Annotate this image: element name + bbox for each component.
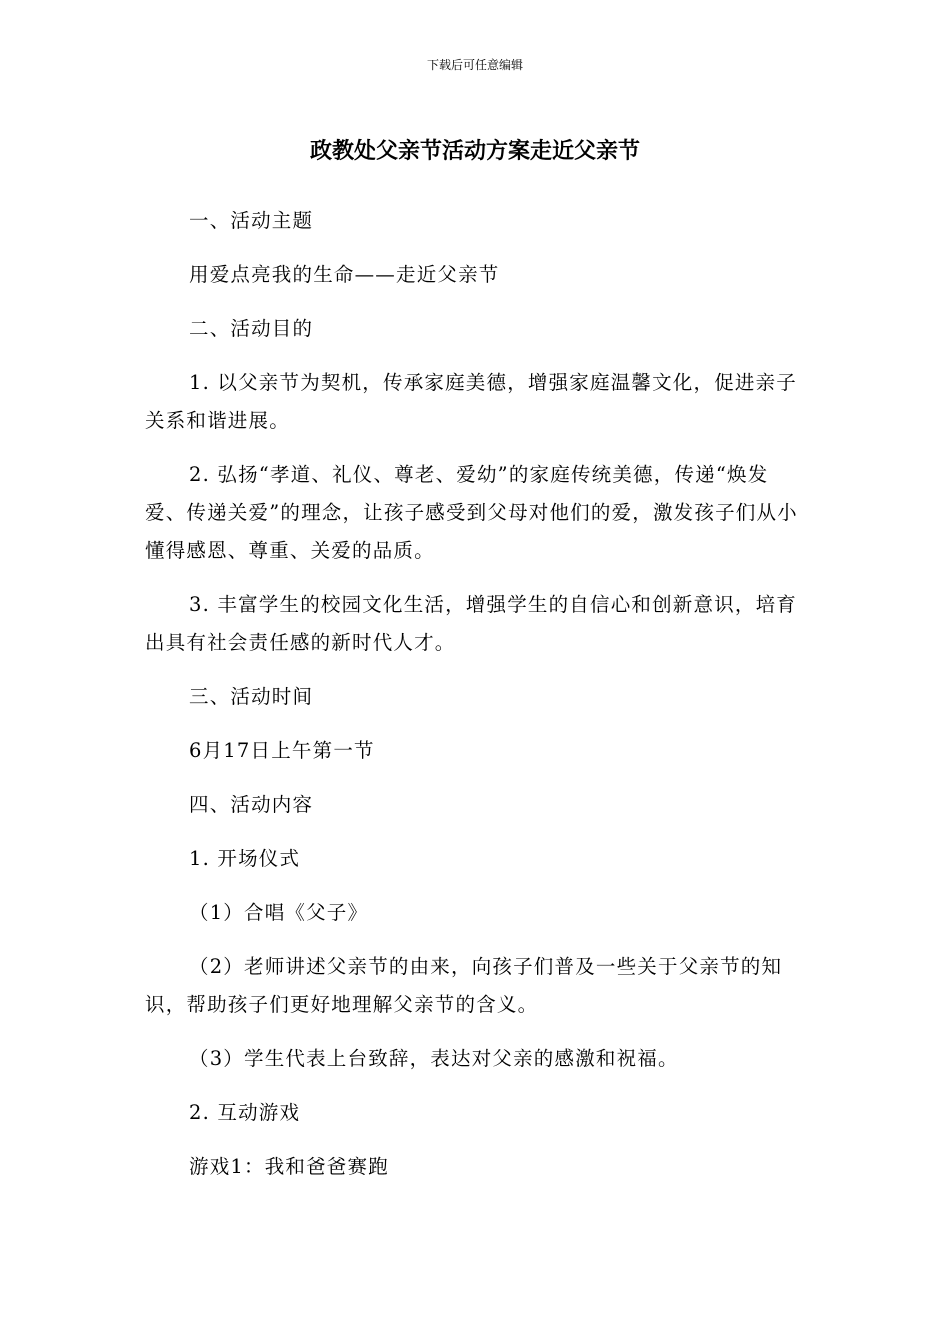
paragraph-game-1: 游戏1：我和爸爸赛跑 [189,1155,389,1178]
section-heading-time: 三、活动时间 [189,685,314,708]
list-item-teacher-talk: （2）老师讲述父亲节的由来，向孩子们普及一些关于父亲节的知识，帮助孩子们更好地理解父亲节的含义。 [145,955,783,1016]
paragraph-theme: 用爱点亮我的生命——走近父亲节 [189,263,500,286]
list-item-chorus: （1）合唱《父子》 [189,901,369,924]
section-heading-purpose: 二、活动目的 [189,317,314,340]
document-title: 政教处父亲节活动方案走近父亲节 [309,139,640,164]
section-heading-theme: 一、活动主题 [189,209,314,232]
list-item-student-speech: （3）学生代表上台致辞，表达对父亲的感激和祝福。 [189,1047,679,1070]
paragraph-purpose-2: 2. 弘扬“孝道、礼仪、尊老、爱幼”的家庭传统美德，传递“焕发爱、传递关爱”的理念，让孩子感受到父母对他们的爱，激发孩子们从小懂得感恩、尊重、关爱的品质。 [145,463,798,562]
subheading-opening: 1. 开场仪式 [189,847,301,870]
paragraph-purpose-3: 3. 丰富学生的校园文化生活，增强学生的自信心和创新意识，培育出具有社会责任感的新时代人才。 [145,593,798,654]
subheading-games: 2. 互动游戏 [189,1101,301,1124]
header-note: 下载后可任意编辑 [426,58,523,72]
paragraph-time: 6月17日上午第一节 [189,739,375,762]
section-heading-content: 四、活动内容 [189,793,314,816]
document-body [145,202,805,1186]
paragraph-purpose-1: 1. 以父亲节为契机，传承家庭美德，增强家庭温馨文化，促进亲子关系和谐进展。 [145,371,798,432]
